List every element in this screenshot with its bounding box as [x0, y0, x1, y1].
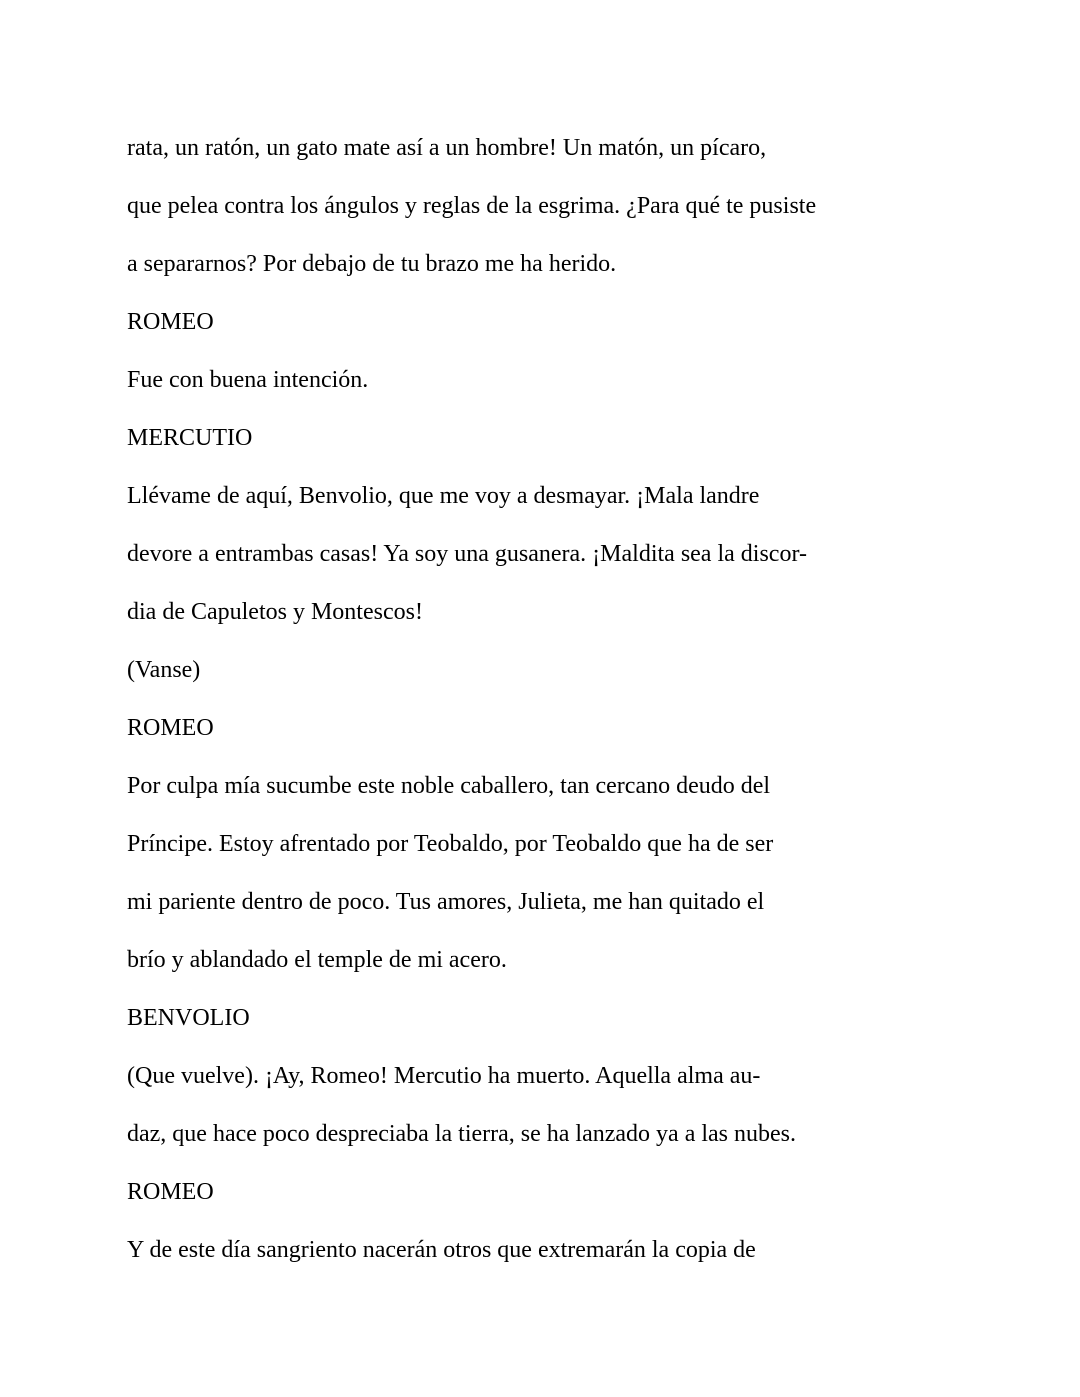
text-line: Príncipe. Estoy afrentado por Teobaldo, por Teobaldo que ha de ser [127, 831, 774, 857]
text-line: a separarnos? Por debajo de tu brazo me ha herido. [127, 251, 617, 277]
text-line: Y de este día sangriento nacerán otros que extremarán la copia de [127, 1237, 756, 1263]
text-line: Fue con buena intención. [127, 367, 369, 393]
text-line: rata, un ratón, un gato mate así a un hombre! Un matón, un pícaro, [127, 135, 767, 161]
stage-direction: (Vanse) [127, 657, 201, 683]
text-content [127, 119, 1027, 1279]
text-line: que pelea contra los ángulos y reglas de la esgrima. ¿Para qué te pusiste [127, 193, 817, 219]
text-line: Llévame de aquí, Benvolio, que me voy a desmayar. ¡Mala landre [127, 483, 760, 509]
text-line: devore a entrambas casas! Ya soy una gusanera. ¡Maldita sea la discor- [127, 541, 807, 567]
text-line: Por culpa mía sucumbe este noble caballero, tan cercano deudo del [127, 773, 771, 799]
speaker-heading: ROMEO [127, 309, 214, 335]
text-line: dia de Capuletos y Montescos! [127, 599, 423, 625]
text-line: daz, que hace poco despreciaba la tierra, se ha lanzado ya a las nubes. [127, 1121, 796, 1147]
speaker-heading: MERCUTIO [127, 425, 253, 451]
speaker-heading: ROMEO [127, 715, 214, 741]
text-line: mi pariente dentro de poco. Tus amores, Julieta, me han quitado el [127, 889, 765, 915]
speaker-heading: BENVOLIO [127, 1005, 250, 1031]
speaker-heading: ROMEO [127, 1179, 214, 1205]
text-line: brío y ablandado el temple de mi acero. [127, 947, 507, 973]
text-line: (Que vuelve). ¡Ay, Romeo! Mercutio ha muerto. Aquella alma au- [127, 1063, 761, 1089]
